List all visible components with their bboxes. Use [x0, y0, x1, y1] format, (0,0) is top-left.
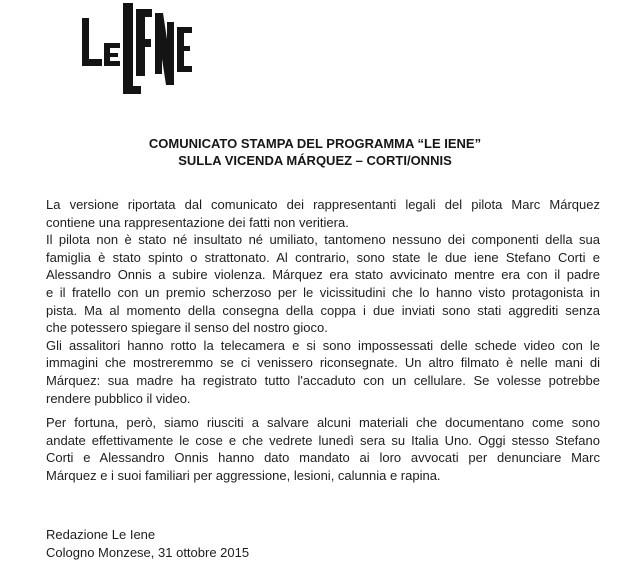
text-line: Alessandro Onnis a subire violenza. Márquez era stato avvicinato mentre era con il padre: [46, 267, 600, 283]
paragraph-3: [46, 337, 600, 407]
text-line: immagini che mostreremmo se ci venissero riconsegnate. Un altro filmato è nelle mani di: [46, 355, 600, 371]
text-line: famiglia è stato spinto o strattonato. Al contrario, sono state le due iene Stefano Corti e: [46, 249, 600, 265]
text-line: Il pilota non è stato né insultato né umiliato, tantomeno nessuno dei componenti della sua: [46, 232, 600, 248]
le-iene-logo: [80, 2, 192, 100]
logo-letter-E1: [136, 9, 152, 76]
signature-block: [46, 526, 249, 561]
text-line: rendere pubblico il video.: [46, 390, 191, 406]
title-line-1: COMUNICATO STAMPA DEL PROGRAMMA “LE IENE”: [148, 136, 482, 151]
text-line: Márquez e i suoi familiari per aggressione, lesioni, calunnia e rapina.: [46, 467, 441, 483]
text-line: Gli assalitori hanno rotto la telecamera e si sono impossessati delle schede video con le: [46, 337, 600, 353]
paragraph-2: [46, 231, 600, 337]
text-line: e il fratello con un premio scherzoso per le vicissitudini che lo hanno visto protagonista in: [46, 284, 600, 300]
logo-letter-E2: [177, 27, 192, 72]
logo-letter-N: [155, 13, 174, 85]
text-line: contiene una rappresentazione dei fatti non veritiera.: [46, 214, 349, 230]
paragraph-4: [46, 414, 600, 484]
text-line: Márquez: sua madre ha registrato tutto l'accaduto con un cellulare. Se volesse potrebbe: [46, 372, 600, 388]
text-line: Per fortuna, però, siamo riusciti a salvare alcuni materiali che documentano come sono: [46, 415, 600, 431]
press-release-body: [46, 196, 600, 485]
paragraph-1: [46, 196, 600, 231]
press-release-title: [0, 135, 630, 169]
logo-letter-e: [104, 43, 120, 66]
text-line: pista. Ma al momento della consegna della coppa i due inviati sono stati aggrediti senza: [46, 302, 600, 318]
text-line: La versione riportata dal comunicato dei rappresentanti legali del pilota Marc Márquez: [46, 197, 600, 212]
signature-author: Redazione Le Iene: [46, 527, 156, 542]
text-line: che potessero spiegare il senso del nostro gioco.: [46, 320, 328, 336]
text-line: andate effettivamente le cose e che vedrete lunedì sera su Italia Uno. Oggi stesso Stefano: [46, 432, 600, 448]
signature-dateline: Cologno Monzese, 31 ottobre 2015: [46, 544, 250, 560]
title-line-2: SULLA VICENDA MÁRQUEZ – CORTI/ONNIS: [178, 153, 452, 168]
logo-letter-L: [82, 18, 89, 66]
text-line: Corti e Alessandro Onnis hanno dato mandato ai loro avvocati per denunciare Marc: [46, 450, 600, 466]
